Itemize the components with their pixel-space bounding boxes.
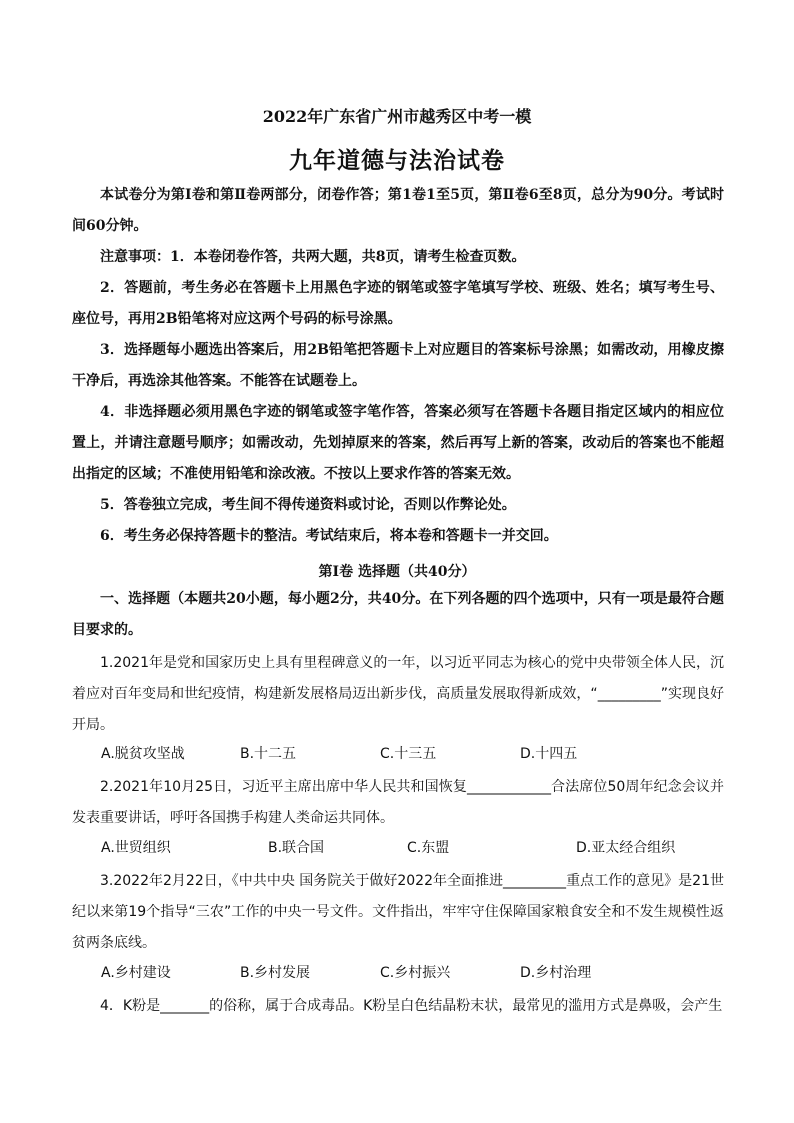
option-c: C.乡村振兴 [380,965,451,981]
option-a: A.脱贫攻坚战 [101,746,185,762]
question-2-options [101,837,741,865]
note-6: 6．考生务必保持答题卡的整洁。考试结束后，将本卷和答题卡一并交回。 [100,528,558,544]
question-3: 3.2022年2月22日，《中共中央 国务院关于做好2022年全面推进_________重点工作的意见》是21世纪以来第19个指导“三农”工作的中央一号文件。文件指出，牢牢守住保障国家粮食安全和不发生规模性返贫两条底线。 [72,873,724,951]
exam-subtitle: 九年道德与法治试卷 [289,147,505,174]
option-d: D.乡村治理 [520,965,592,981]
exam-title: 2022年广东省广州市越秀区中考一模 [262,107,532,126]
question-3-options [101,962,741,990]
option-b: B.乡村发展 [240,965,311,981]
question-4: 4．K粉是_______的俗称，属于合成毒品。K粉呈白色结晶粉末状，最常见的滥用方式是鼻吸，会产生 [100,998,723,1014]
option-c: C.十三五 [380,746,437,762]
note-1: 注意事项：1．本卷闭卷作答，共两大题，共8页，请考生检查页数。 [100,249,526,265]
note-5: 5．答卷独立完成，考生间不得传递资料或讨论，否则以作弊论处。 [100,497,516,513]
option-b: B.联合国 [268,840,325,856]
option-d: D.十四五 [520,746,578,762]
option-d: D.亚太经合组织 [576,840,676,856]
note-2: 2．答题前，考生务必在答题卡上用黑色字迹的钢笔或签字笔填写学校、班级、姓名；填写考生号、座位号，再用2B铅笔将对应这两个号码的标号涂黑。 [72,280,724,327]
option-a: A.乡村建设 [101,965,171,981]
question-1-options [101,743,741,771]
note-3: 3．选择题每小题选出答案后，用2B铅笔把答题卡上对应题目的答案标号涂黑；如需改动，用橡皮擦干净后，再选涂其他答案。不能答在试题卷上。 [72,342,724,389]
part-intro: 一、选择题（本题共20小题，每小题2分，共40分。在下列各题的四个选项中，只有一项是最符合题目要求的。 [72,591,724,638]
question-1: 1.2021年是党和国家历史上具有里程碑意义的一年，以习近平同志为核心的党中央带领全体人民，沉着应对百年变局和世纪疫情，构建新发展格局迈出新步伐，高质量发展取得新成效，“_________”实现良好开局。 [72,655,724,733]
section-heading: 第Ⅰ卷 选择题（共40分） [318,564,476,580]
note-4: 4．非选择题必须用黑色字迹的钢笔或签字笔作答，答案必须写在答题卡各题目指定区域内的相应位置上，并请注意题号顺序；如需改动，先划掉原来的答案，然后再写上新的答案，改动后的答案也不能超出指定的区域；不准使用铅笔和涂改液。不按以上要求作答的答案无效。 [72,404,724,482]
question-2: 2.2021年10月25日，习近平主席出席中华人民共和国恢复____________合法席位50周年纪念会议并发表重要讲话，呼吁各国携手构建人类命运共同体。 [72,779,724,826]
option-c: C.东盟 [407,840,450,856]
intro-paragraph: 本试卷分为第Ⅰ卷和第Ⅱ卷两部分，闭卷作答；第1卷1至5页，第Ⅱ卷6至8页，总分为90分。考试时间60分钟。 [72,187,724,234]
option-b: B.十二五 [240,746,297,762]
option-a: A.世贸组织 [101,840,171,856]
